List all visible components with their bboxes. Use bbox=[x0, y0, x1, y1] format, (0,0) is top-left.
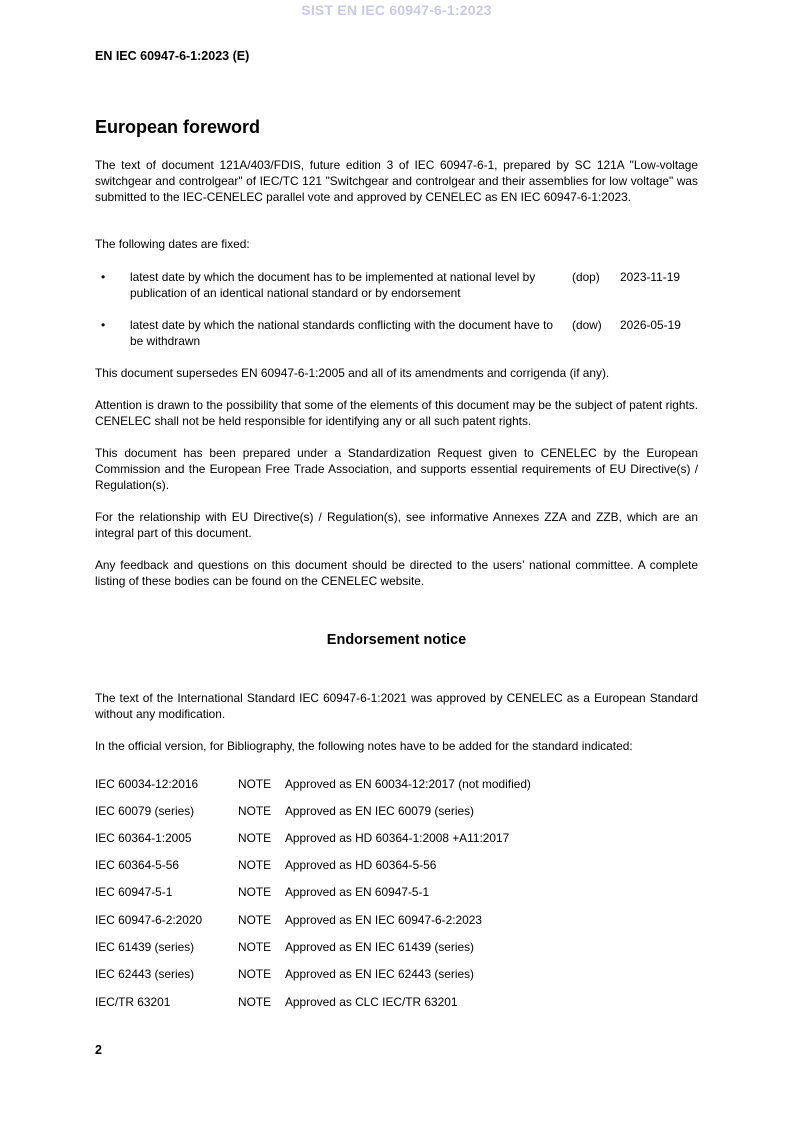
standard-reference: IEC 60364-5-56 bbox=[95, 858, 179, 872]
endorsement-title: Endorsement notice bbox=[326, 632, 467, 648]
foreword-title: European foreword bbox=[95, 117, 261, 137]
note-text: Approved as EN IEC 62443 (series) bbox=[285, 967, 475, 981]
bullet-icon: • bbox=[101, 270, 106, 284]
endorsement-text: The text of the International Standard IEC 60947-6-1:2021 was approved by CENELEC as a European Standard without any modification. bbox=[95, 691, 698, 721]
note-text: Approved as EN 60947-5-1 bbox=[285, 885, 430, 899]
note-label: NOTE bbox=[238, 885, 272, 899]
watermark: SIST EN IEC 60947-6-1:2023 bbox=[301, 2, 492, 18]
foreword-intro: The text of document 121A/403/FDIS, future edition 3 of IEC 60947-6-1, prepared by SC 121A "Low-voltage switchgear and controlgear" of IEC/TC 121 "Switchgear and controlgear and their assemblies for low voltage" was submitted to the IEC-CENELEC parallel vote and approved by CENELEC as EN IEC 60947-6-1:2023. bbox=[95, 158, 698, 204]
standard-reference: IEC 62443 (series) bbox=[95, 967, 195, 981]
date-value: 2026-05-19 bbox=[620, 318, 681, 332]
standard-reference: IEC 60364-1:2005 bbox=[95, 831, 192, 845]
note-text: Approved as EN 60034-12:2017 (not modified) bbox=[285, 777, 531, 791]
date-value: 2023-11-19 bbox=[620, 270, 680, 284]
feedback-paragraph: Any feedback and questions on this document should be directed to the users’ national committee. A complete listing of these bodies can be found on the CENELEC website. bbox=[95, 558, 698, 588]
note-text: Approved as EN IEC 61439 (series) bbox=[285, 940, 475, 954]
standard-reference: IEC 60947-5-1 bbox=[95, 885, 173, 899]
bibliography-intro: In the official version, for Bibliography, the following notes have to be added for the standard indicated: bbox=[95, 739, 633, 753]
note-text: Approved as EN IEC 60947-6-2:2023 bbox=[285, 913, 482, 927]
relationship-paragraph: For the relationship with EU Directive(s) / Regulation(s), see informative Annexes ZZA and ZZB, which are an integral part of this document. bbox=[95, 510, 698, 540]
note-text: Approved as HD 60364-1:2008 +A11:2017 bbox=[285, 831, 510, 845]
bullet-icon: • bbox=[101, 318, 106, 332]
note-text: Approved as HD 60364-5-56 bbox=[285, 858, 437, 872]
note-label: NOTE bbox=[238, 831, 272, 845]
document-identifier: EN IEC 60947-6-1:2023 (E) bbox=[95, 49, 250, 63]
note-label: NOTE bbox=[238, 804, 272, 818]
patent-paragraph: Attention is drawn to the possibility that some of the elements of this document may be the subject of patent rights. CENELEC shall not be held responsible for identifying any or all such patent rights. bbox=[95, 398, 698, 428]
note-label: NOTE bbox=[238, 777, 272, 791]
standard-reference: IEC/TR 63201 bbox=[95, 995, 171, 1009]
standard-reference: IEC 60947-6-2:2020 bbox=[95, 913, 203, 927]
standard-reference: IEC 61439 (series) bbox=[95, 940, 195, 954]
date-code: (dow) bbox=[572, 318, 602, 332]
date-description: latest date by which the document has to be implemented at national level by publication of an identical national standard or by endorsement bbox=[130, 270, 536, 300]
note-text: Approved as CLC IEC/TR 63201 bbox=[285, 995, 458, 1009]
standard-reference: IEC 60079 (series) bbox=[95, 804, 195, 818]
note-label: NOTE bbox=[238, 967, 272, 981]
standard-reference: IEC 60034-12:2016 bbox=[95, 777, 199, 791]
dates-intro: The following dates are fixed: bbox=[95, 237, 250, 251]
mandate-paragraph: This document has been prepared under a Standardization Request given to CENELEC by the European Commission and the European Free Trade Association, and supports essential requirements of EU Directive(s) / Regulation(s). bbox=[95, 446, 698, 492]
note-label: NOTE bbox=[238, 940, 272, 954]
note-label: NOTE bbox=[238, 858, 272, 872]
note-text: Approved as EN IEC 60079 (series) bbox=[285, 804, 475, 818]
note-label: NOTE bbox=[238, 995, 272, 1009]
note-label: NOTE bbox=[238, 913, 272, 927]
page-number: 2 bbox=[95, 1043, 102, 1057]
date-code: (dop) bbox=[572, 270, 600, 284]
date-description: latest date by which the national standards conflicting with the document have to be withdrawn bbox=[130, 318, 554, 348]
supersedes-paragraph: This document supersedes EN 60947-6-1:2005 and all of its amendments and corrigenda (if any). bbox=[95, 366, 610, 380]
